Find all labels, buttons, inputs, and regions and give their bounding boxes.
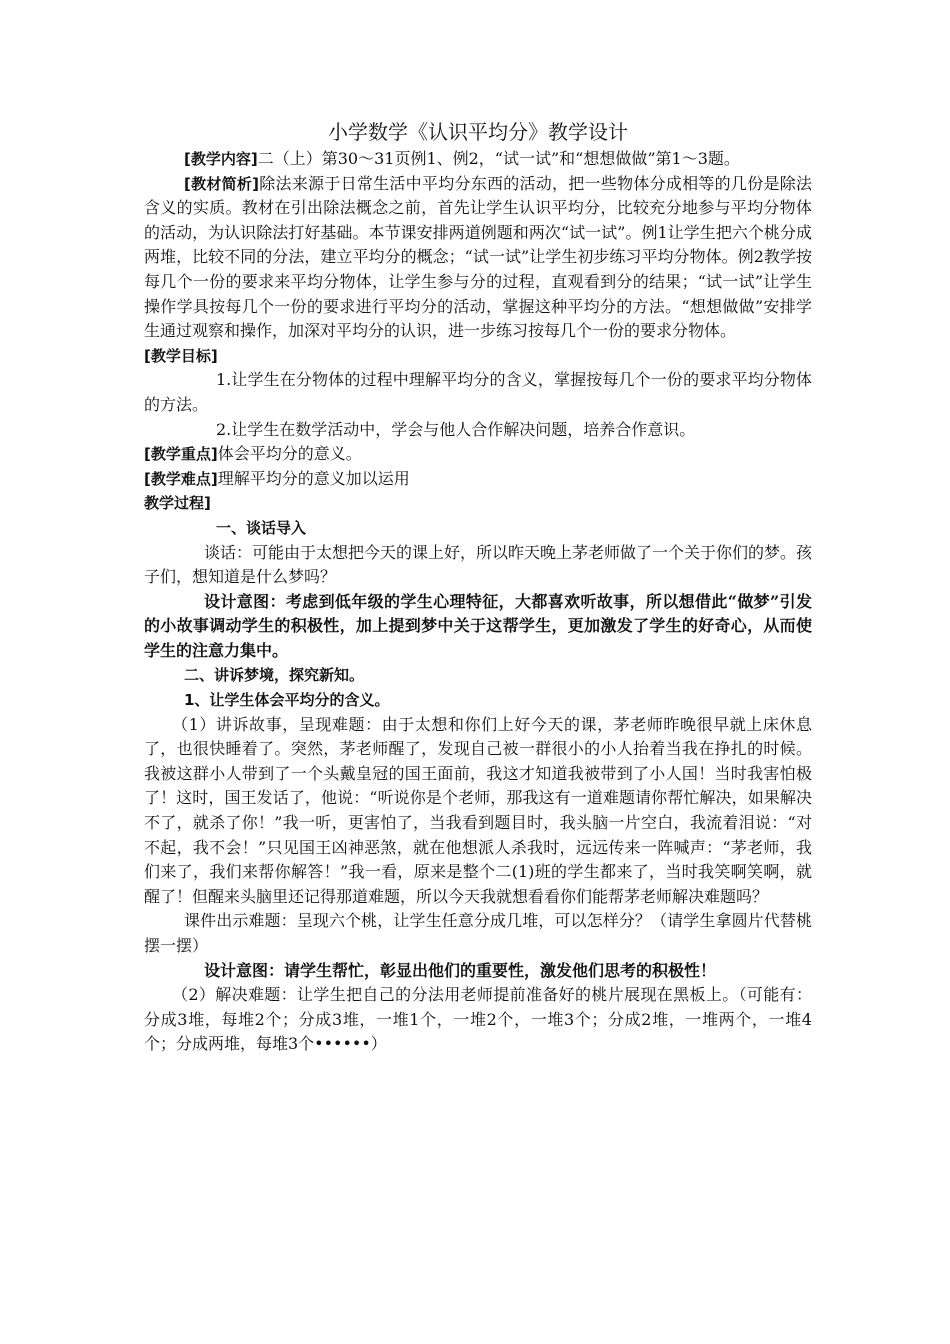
teaching-difficulty-label: [教学难点]	[144, 469, 218, 488]
teaching-content-label: [教学内容]	[184, 150, 258, 168]
talk-paragraph: 谈话：可能由于太想把今天的课上好，所以昨天晚上茅老师做了一个关于你们的梦。孩子们，想知道是什么梦吗？	[144, 542, 813, 587]
design-intent-1: 设计意图：考虑到低年级的学生心理特征，大都喜欢听故事，所以想借此“做梦”引发的小故事调动学生的积极性，加上提到梦中关于这帮学生，更加激发了学生的好奇心，从而使学生的注意力集中。	[144, 591, 812, 660]
teaching-difficulty-paragraph	[144, 467, 812, 492]
material-analysis-paragraph	[144, 172, 812, 344]
teaching-goals-label: [教学目标]	[144, 346, 218, 365]
document-page	[144, 118, 812, 1057]
material-analysis-label: [教材简析]	[184, 174, 260, 193]
section-2-heading	[144, 663, 812, 688]
section-2-title: 二、讲诉梦境，探究新知。	[184, 666, 365, 685]
story-paragraph: （1）讲诉故事，呈现难题：由于太想和你们上好今天的课，茅老师昨晚很早就上床休息了，也很快睡着了。突然，茅老师醒了，发现自己被一群很小的小人抬着当我在挣扎的时候。我被这群小人带到了一个头戴皇冠的国王面前，我这才知道我被带到了小人国！当时我害怕极了！这时，国王发话了，他说：“听说你是个老师，那我这有一道难题请你帮忙解决，如果解决不了，就杀了你！”我一听，更害怕了，当我看到题目时，我头脑一片空白，我流着泪说：“对不起，我不会！”只见国王凶神恶煞，就在他想派人杀我时，远远传来一阵喊声：“茅老师，我们来了，我们来帮你解答！”我一看，原来是整个二(1)班的学生都来了，当时我笑啊笑啊，就醒了！但醒来头脑里还记得那道难题，所以今天我就想看看你们能帮茅老师解决难题吗？	[144, 714, 812, 906]
subsection-1-heading	[144, 688, 812, 713]
goal-1: 1.让学生在分物体的过程中理解平均分的含义，掌握按每几个一份的要求平均分物体的方法。	[144, 370, 812, 414]
teaching-goals-heading	[144, 344, 812, 369]
document-title: 小学数学《认识平均分》教学设计	[328, 120, 628, 144]
solve-paragraph: （2）解决难题：让学生把自己的分法用老师提前准备好的桃片展现在黑板上。（可能有：分成3堆，每堆2个；分成3堆，一堆1个，一堆2个，一堆3个；分成2堆，一堆两个，一堆4个；分成两堆，每堆3个••••••）	[144, 985, 812, 1054]
subsection-1-title: 1、让学生体会平均分的含义。	[184, 691, 390, 710]
material-analysis-text: 除法来源于日常生活中平均分东西的活动，把一些物体分成相等的几份是除法含义的实质。教材在引出除法概念之前，首先让学生认识平均分，比较充分地参与平均分物体的活动，为认识除法打好基础。本节课安排两道例题和两次“试一试”。例1让学生把六个桃分成两堆，比较不同的分法，建立平均分的概念；“试一试”让学生初步练习平均分物体。例2教学按每几个一份的要求来平均分物体，让学生参与分的过程，直观看到分的结果；“试一试”让学生操作学具按每几个一份的要求进行平均分的活动，掌握这种平均分的方法。“想想做做”安排学生通过观察和操作，加深对平均分的认识，进一步练习按每几个一份的要求分物体。	[144, 173, 812, 341]
teaching-key-paragraph	[144, 442, 812, 467]
section-1-heading	[144, 516, 812, 541]
teaching-difficulty-text: 理解平均分的意义加以运用	[217, 468, 410, 488]
teaching-key-text: 体会平均分的意义。	[217, 444, 362, 464]
teaching-content-paragraph	[144, 147, 812, 172]
teaching-process-heading	[144, 491, 812, 516]
teaching-process-label: 教学过程]	[144, 494, 211, 513]
teaching-content-text: 二（上）第30～31页例1、例2，“试一试”和“想想做做”第1～3题。	[257, 149, 740, 168]
section-1-title: 一、谈话导入	[216, 518, 307, 537]
goal-2: 2.让学生在数学活动中，学会与他人合作解决问题，培养合作意识。	[216, 419, 696, 439]
design-intent-2: 设计意图：请学生帮忙，彰显出他们的重要性，激发他们思考的积极性！	[204, 960, 717, 980]
courseware-paragraph: 课件出示难题：呈现六个桃，让学生任意分成几堆，可以怎样分？（请学生拿圆片代替桃摆一摆）	[144, 911, 812, 955]
teaching-key-label: [教学重点]	[144, 445, 218, 464]
